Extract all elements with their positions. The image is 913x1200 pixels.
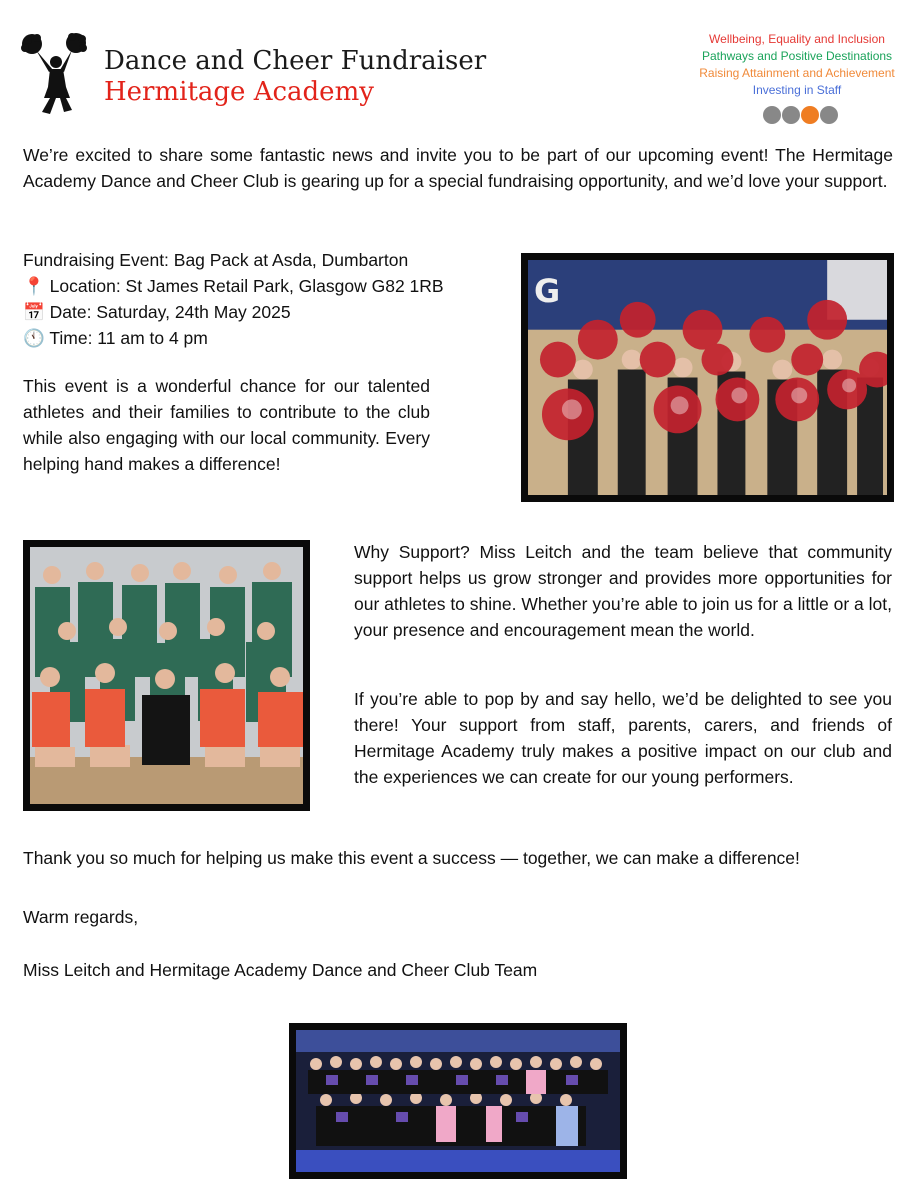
event-time: 🕚 Time: 11 am to 4 pm [23,328,208,348]
pillar-dot [763,106,781,124]
pillar-dot [801,106,819,124]
pillar-staff: Investing in Staff [752,83,842,97]
why-support-paragraph: Why Support? Miss Leitch and the team believe that community support helps us grow stronger and provides more opportunities for our athletes to shine. Whether you’re able to join us for a little or a lot, your presence and encouragement mean the world. [354,542,892,640]
cheer-team-pompoms-photo [521,253,894,502]
pillar-dot [782,106,800,124]
group-team-photo [289,1023,627,1179]
event-location: 📍 Location: St James Retail Park, Glasgow G82 1RB [23,276,444,296]
pop-by-paragraph: If you’re able to pop by and say hello, we’d be delighted to see you there! Your support from staff, parents, carers, and friends of Hermitage Academy truly makes a positive impact on our club and the experiences we can create for our young performers. [354,689,892,787]
svg-text:G: G [533,271,561,310]
cheerleader-logo-icon [20,32,90,116]
signature-line: Miss Leitch and Hermitage Academy Dance and Cheer Club Team [23,960,538,980]
pillar-dot [820,106,838,124]
clock-icon: 🕚 [23,328,45,348]
school-name: Hermitage Academy [104,77,374,107]
calendar-icon: 📅 [23,302,45,322]
pillar-attainment: Raising Attainment and Achievement [699,66,895,80]
event-details [23,247,503,351]
chance-paragraph: This event is a wonderful chance for our talented athletes and their families to contribute to the club while also engaging with our local community. Every helping hand makes a difference! [23,376,430,474]
pillar-wellbeing: Wellbeing, Equality and Inclusion [709,32,885,46]
page-title: Dance and Cheer Fundraiser [104,46,487,76]
event-heading: Fundraising Event: Bag Pack at Asda, Dumbarton [23,250,409,270]
pillar-pathways: Pathways and Positive Destinations [701,49,893,63]
event-date: 📅 Date: Saturday, 24th May 2025 [23,302,291,322]
pin-icon: 📍 [23,276,45,296]
intro-paragraph: We’re excited to share some fantastic news and invite you to be part of our upcoming event! The Hermitage Academy Dance and Cheer Club is gearing up for a special fundraising opportunity, and we’d love your support. [23,145,893,191]
dancers-kneeling-photo [23,540,310,811]
closing-line: Warm regards, [23,907,139,927]
thanks-line: Thank you so much for helping us make this event a success — together, we can make a difference! [23,848,800,868]
